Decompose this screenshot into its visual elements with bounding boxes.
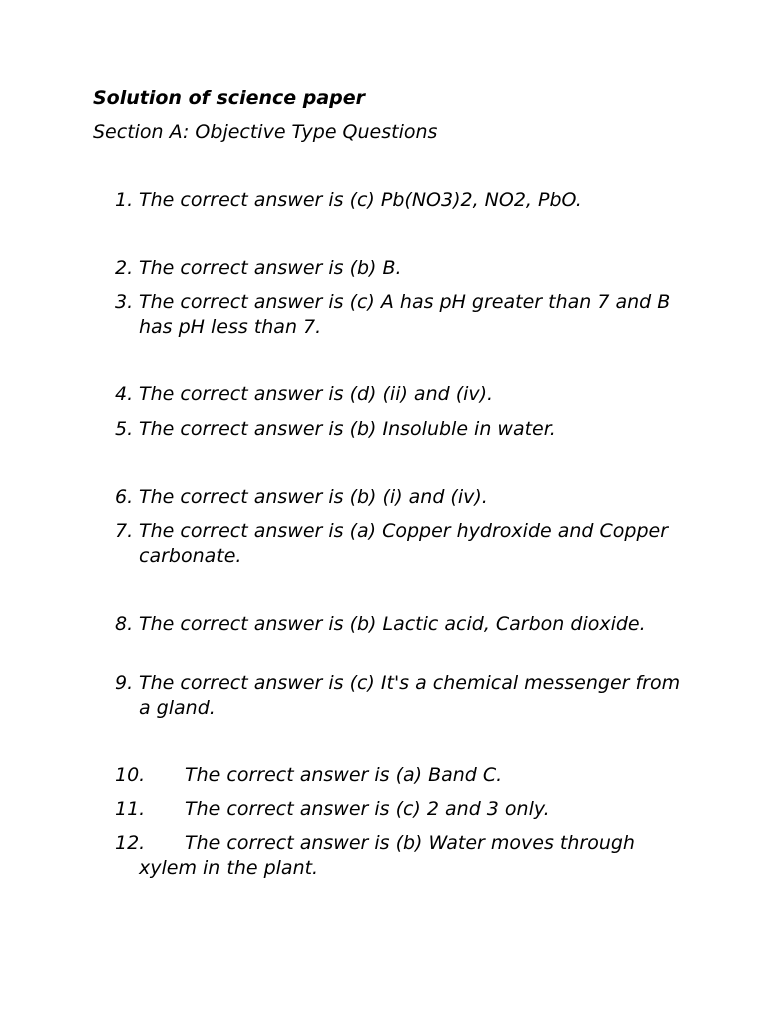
- answer-text: The correct answer is (b) B.: [139, 257, 402, 279]
- answer-number: 5.: [115, 418, 134, 440]
- answer-number: 7.: [115, 520, 134, 542]
- answer-text: The correct answer is (c) Pb(NO3)2, NO2, PbO.: [139, 189, 582, 211]
- answer-number: 9.: [115, 672, 134, 694]
- answer-text: The correct answer is (a) Copper hydroxide and Copper carbonate.: [139, 520, 669, 567]
- answer-number: 8.: [115, 613, 134, 635]
- answer-text: The correct answer is (c) A has pH greater than 7 and B has pH less than 7.: [139, 291, 671, 338]
- answer-item-5: [115, 417, 695, 442]
- answer-item-8: [115, 612, 695, 637]
- answer-text: The correct answer is (b) Insoluble in water.: [139, 418, 556, 440]
- document-title: Solution of science paper: [93, 87, 366, 109]
- answer-number: 12.: [115, 832, 146, 854]
- answer-item-12: [115, 831, 695, 880]
- answer-item-10: [115, 763, 695, 788]
- answer-number: 4.: [115, 383, 134, 405]
- answer-number: 11.: [115, 798, 146, 820]
- answer-text: The correct answer is (d) (ii) and (iv).: [139, 383, 494, 405]
- section-heading: Section A: Objective Type Questions: [93, 121, 438, 143]
- answer-text: The correct answer is (a) Band C.: [185, 764, 503, 786]
- answer-number: 6.: [115, 486, 134, 508]
- answer-text: The correct answer is (c) 2 and 3 only.: [185, 798, 550, 820]
- answer-text: The correct answer is (c) It's a chemical messenger from a gland.: [139, 672, 681, 719]
- answer-text: The correct answer is (b) Lactic acid, Carbon dioxide.: [139, 613, 646, 635]
- answer-text: The correct answer is (b) Water moves through xylem in the plant.: [139, 832, 635, 879]
- answer-item-4: [115, 382, 695, 407]
- answer-item-2: [115, 256, 695, 281]
- answer-text: The correct answer is (b) (i) and (iv).: [139, 486, 488, 508]
- answer-item-3: [115, 290, 695, 339]
- answer-number: 1.: [115, 189, 134, 211]
- answer-item-9: [115, 671, 695, 720]
- answer-item-6: [115, 485, 695, 510]
- answer-number: 10.: [115, 764, 146, 786]
- answer-item-7: [115, 519, 695, 568]
- answer-item-11: [115, 797, 695, 822]
- answer-number: 2.: [115, 257, 134, 279]
- answer-number: 3.: [115, 291, 134, 313]
- answer-item-1: [115, 188, 695, 213]
